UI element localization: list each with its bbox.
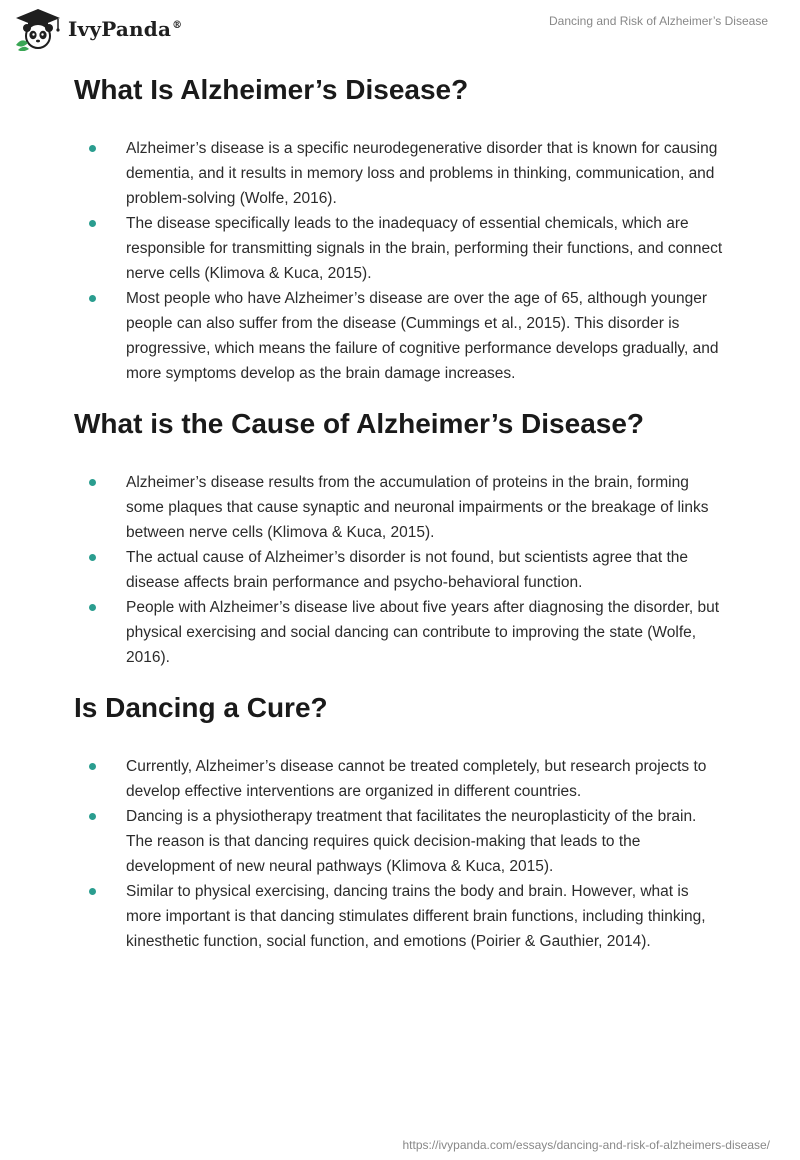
dot-bullet-icon <box>89 554 96 561</box>
section-heading: Is Dancing a Cure? <box>74 692 328 723</box>
dot-bullet-icon <box>89 888 96 895</box>
dot-bullet-icon <box>89 145 96 152</box>
list-item <box>74 595 724 670</box>
list-item <box>74 470 724 545</box>
list-item-text: People with Alzheimer’s disease live about five years after diagnosing the disorder, but physical exercising and social dancing can contribute to improving the state (Wolfe, 2016). <box>126 599 720 666</box>
list-item-text: The disease specifically leads to the inadequacy of essential chemicals, which are responsible for transmitting signals in the brain, performing their functions, and connect nerve cells (Klimova & Kuca, 2015). <box>126 215 723 282</box>
list-item-text: Currently, Alzheimer’s disease cannot be treated completely, but research projects to develop effective interventions are organized in different countries. <box>126 758 707 800</box>
list-item-text: The actual cause of Alzheimer’s disorder is not found, but scientists agree that the disease affects brain performance and psycho-behavioral function. <box>126 549 689 591</box>
section-is-dancing-a-cure <box>74 690 724 954</box>
list-item <box>74 136 724 211</box>
list-item-text: Dancing is a physiotherapy treatment that facilitates the neuroplasticity of the brain. The reason is that dancing requires quick decision-making that leads to the development of new neural pathways (Klimova & Kuca, 2015). <box>126 808 697 875</box>
ivypanda-logo[interactable] <box>14 7 182 51</box>
list-item <box>74 545 724 595</box>
bullet-list <box>74 136 724 386</box>
list-item-text: Alzheimer’s disease is a specific neurodegenerative disorder that is known for causing dementia, and it results in memory loss and problems in thinking, communication, and problem-solving (Wolfe, 2016). <box>126 140 718 207</box>
section-cause-of-alzheimers <box>74 406 724 670</box>
list-item <box>74 879 724 954</box>
registered-mark: ® <box>172 20 183 32</box>
document-body <box>74 72 724 974</box>
logo-wordmark <box>68 17 182 41</box>
panda-graduation-cap-icon <box>14 7 62 51</box>
section-what-is-alzheimers <box>74 72 724 386</box>
dot-bullet-icon <box>89 604 96 611</box>
dot-bullet-icon <box>89 479 96 486</box>
dot-bullet-icon <box>89 813 96 820</box>
list-item-text: Similar to physical exercising, dancing trains the body and brain. However, what is more important is that dancing stimulates different brain functions, including thinking, kinesthetic function, social function, and emotions (Poirier & Gauthier, 2014). <box>126 883 706 950</box>
logo-name: IvyPanda <box>68 17 172 41</box>
section-heading: What is the Cause of Alzheimer’s Disease? <box>74 408 645 439</box>
list-item <box>74 286 724 386</box>
dot-bullet-icon <box>89 220 96 227</box>
bullet-list <box>74 470 724 670</box>
document-title: Dancing and Risk of Alzheimer’s Disease <box>549 14 768 28</box>
dot-bullet-icon <box>89 295 96 302</box>
list-item-text: Most people who have Alzheimer’s disease are over the age of 65, although younger people can also suffer from the disease (Cummings et al., 2015). This disorder is progressive, which means the failure of cognitive performance develops gradually, and more symptoms develop as the brain damage increases. <box>126 290 719 382</box>
dot-bullet-icon <box>89 763 96 770</box>
page-header <box>0 0 800 62</box>
bullet-list <box>74 754 724 954</box>
list-item <box>74 804 724 879</box>
list-item <box>74 211 724 286</box>
list-item <box>74 754 724 804</box>
list-item-text: Alzheimer’s disease results from the accumulation of proteins in the brain, forming some plaques that cause synaptic and neuronal impairments or the breakage of links between nerve cells (Klimova & Kuca, 2015). <box>126 474 709 541</box>
source-url[interactable]: https://ivypanda.com/essays/dancing-and-risk-of-alzheimers-disease/ <box>402 1138 770 1152</box>
section-heading: What Is Alzheimer’s Disease? <box>74 74 469 105</box>
